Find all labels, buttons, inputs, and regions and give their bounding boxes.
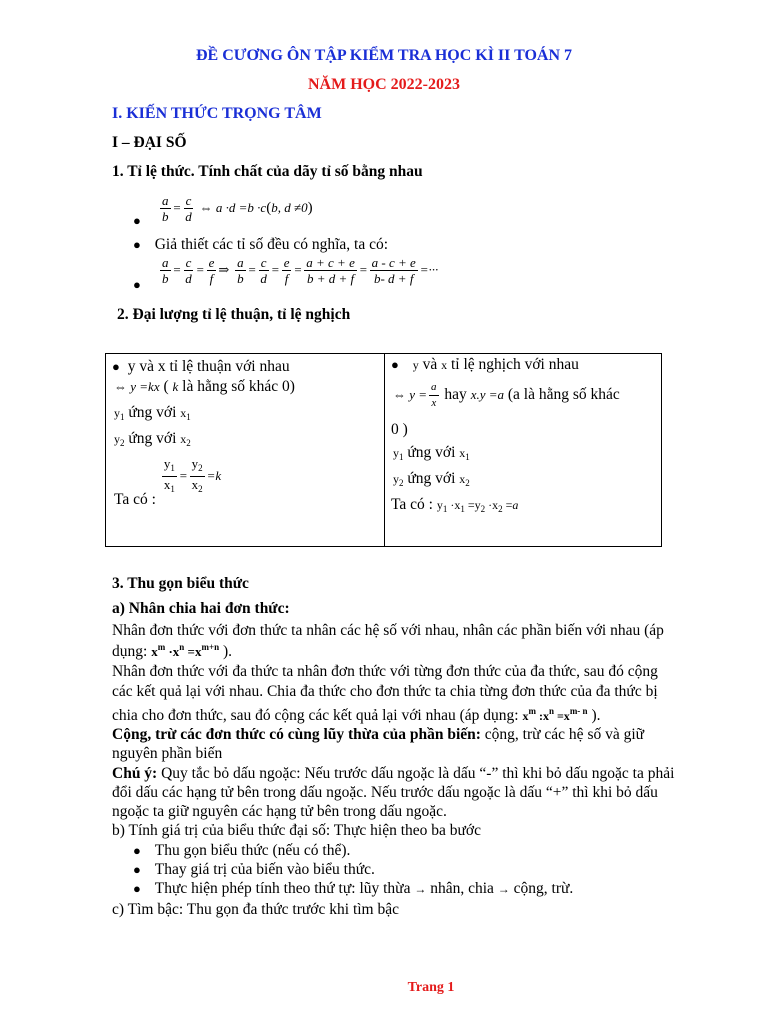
direct-line2: ⇔ y =kx ( k là hằng số khác 0) [114, 378, 295, 395]
topic1-heading: 1. Tỉ lệ thức. Tính chất của dãy tỉ số bằng nhau [112, 163, 423, 180]
document-title: ĐỀ CƯƠNG ÔN TẬP KIỂM TRA HỌC KÌ II TOÁN 7 [195, 47, 573, 64]
proportion-expression: $\frac{a}{b}$ = $\frac{c}{d}$ ⇔ a ·d =b ·c(b, d ≠0) [162, 193, 313, 224]
page-number: Trang 1 [407, 980, 455, 995]
step-1: ● Thu gọn biểu thức (nếu có thể). [133, 842, 351, 859]
ratio-chain-expression: $\frac{a}{b}$ = $\frac{c}{d}$ = $\frac{e}{f}$ ⇒ $\frac{a}{b}$ = $\frac{c}{d}$ = $\frac{e}{f}$ = $\frac{a + c + e}{b + d + f}$ = $\frac{a - c + e}{b- d + f}$ =··· [162, 255, 439, 286]
bullet-icon: ● [133, 213, 141, 228]
inverse-product-expression: $y_1 \cdot x_1 =y_2 \cdot x_2 =a$ [436, 498, 519, 514]
inverse-ta-co: Ta có : $y_1 \cdot x_1 =y_2 \cdot x_2 =a$ [391, 496, 519, 514]
school-year: NĂM HỌC 2022-2023 [308, 76, 460, 93]
note-line2: đổi dấu các hạng tử bên trong dấu ngoặc. Nếu trước dấu ngoặc là dấu “+” thì khi bỏ dấu [112, 784, 658, 801]
inverse-proportion-cell [385, 354, 662, 547]
direct-y2: $y_2$ ứng với $x_2$ [114, 430, 191, 448]
direct-proportion-cell [106, 354, 385, 547]
paragraph-like-terms-cont: nguyên phần biến [112, 745, 223, 762]
algebra-heading: I – ĐẠI SỐ [112, 134, 187, 151]
arrow-right-icon: → [414, 882, 427, 896]
note-line3: ngoặc ta giữ nguyên các hạng tử bên trong dấu ngoặc. [112, 803, 447, 820]
inverse-line2: ⇔ y = $\frac{a}{x}$ hay x.y =a (a là hằng số khác [393, 381, 620, 409]
bullet-icon: ● [133, 277, 141, 292]
paragraph-mono-poly: Nhân đơn thức với đa thức ta nhân đơn thức với từng đơn thức của đa thức, sau đó cộng [112, 663, 658, 680]
bullet-icon: ● [133, 881, 141, 896]
direct-y1: $y_1$ ứng với $x_1$ [114, 404, 191, 422]
topic2-heading: 2. Đại lượng tỉ lệ thuận, tỉ lệ nghịch [117, 306, 351, 323]
proportion-table [105, 353, 662, 547]
direct-ratio-expression: $\frac{y_1}{x_1}$ = $\frac{y_2}{x_2}$ =k [163, 456, 222, 494]
inverse-y1: $y_1$ ứng với $x_1$ [393, 444, 470, 462]
paragraph-like-terms: Cộng, trừ các đơn thức có cùng lũy thừa của phần biến: cộng, trừ các hệ số và giữ [112, 726, 645, 743]
direct-ta-co: Ta có : $\frac{y_1}{x_1}$ = $\frac{y_2}{x_2}$ =k [114, 456, 222, 509]
step-2: ● Thay giá trị của biến vào biểu thức. [133, 861, 375, 878]
topic3b-heading: b) Tính giá trị của biểu thức đại số: Thực hiện theo ba bước [112, 822, 481, 839]
note-line1: Chú ý: Quy tắc bỏ dấu ngoặc: Nếu trước dấu ngoặc là dấu “-” thì khi bỏ dấu ngoặc ta phải [112, 765, 675, 782]
topic3c-heading: c) Tìm bậc: Thu gọn đa thức trước khi tìm bậc [112, 901, 399, 918]
assumption-text: Giả thiết các tỉ số đều có nghĩa, ta có: [154, 236, 389, 253]
bullet-icon: ● [391, 357, 399, 372]
paragraph-division: các kết quả lại với nhau. Chia đa thức cho đơn thức ta chia từng đơn thức của đa thức bị [112, 683, 658, 700]
step-3: ● Thực hiện phép tính theo thứ tự: lũy thừa → nhân, chia → cộng, trừ. [133, 880, 574, 897]
paragraph-mono-mono-cont: dụng: $x^m \cdot x^n =x^{m+n}$ ). [112, 642, 233, 660]
bullet-icon: ● [112, 359, 120, 374]
paragraph-mono-mono: Nhân đơn thức với đơn thức ta nhân các hệ số với nhau, nhân các phần biến với nhau (áp [112, 622, 664, 639]
section-heading: I. KIẾN THỨC TRỌNG TÂM [112, 105, 322, 122]
direct-line1: ● y và x tỉ lệ thuận với nhau [112, 358, 290, 375]
bullet-assumption [133, 236, 388, 254]
power-quotient-formula: $x^m$ $:x^n =x^{m- n}$ [522, 706, 588, 723]
topic3a-heading: a) Nhân chia hai đơn thức: [112, 600, 290, 617]
inverse-line1: ● y và x tỉ lệ nghịch với nhau [391, 356, 579, 373]
power-product-formula: $x^m \cdot x^n =x^{m+n}$ [151, 642, 220, 659]
topic3-heading: 3. Thu gọn biểu thức [112, 575, 249, 592]
bullet-icon: ● [133, 843, 141, 858]
paragraph-division-cont: chia cho đơn thức, sau đó cộng các kết quả lại với nhau (áp dụng: $x^m$ $:x^n =x^{m- n}$ ). [112, 706, 601, 724]
inverse-y2: $y_2$ ứng với $x_2$ [393, 470, 470, 488]
bullet-icon: ● [133, 862, 141, 877]
inverse-note-end: 0 ) [391, 421, 408, 438]
bullet-icon: ● [133, 237, 141, 252]
arrow-right-icon: → [497, 882, 510, 896]
